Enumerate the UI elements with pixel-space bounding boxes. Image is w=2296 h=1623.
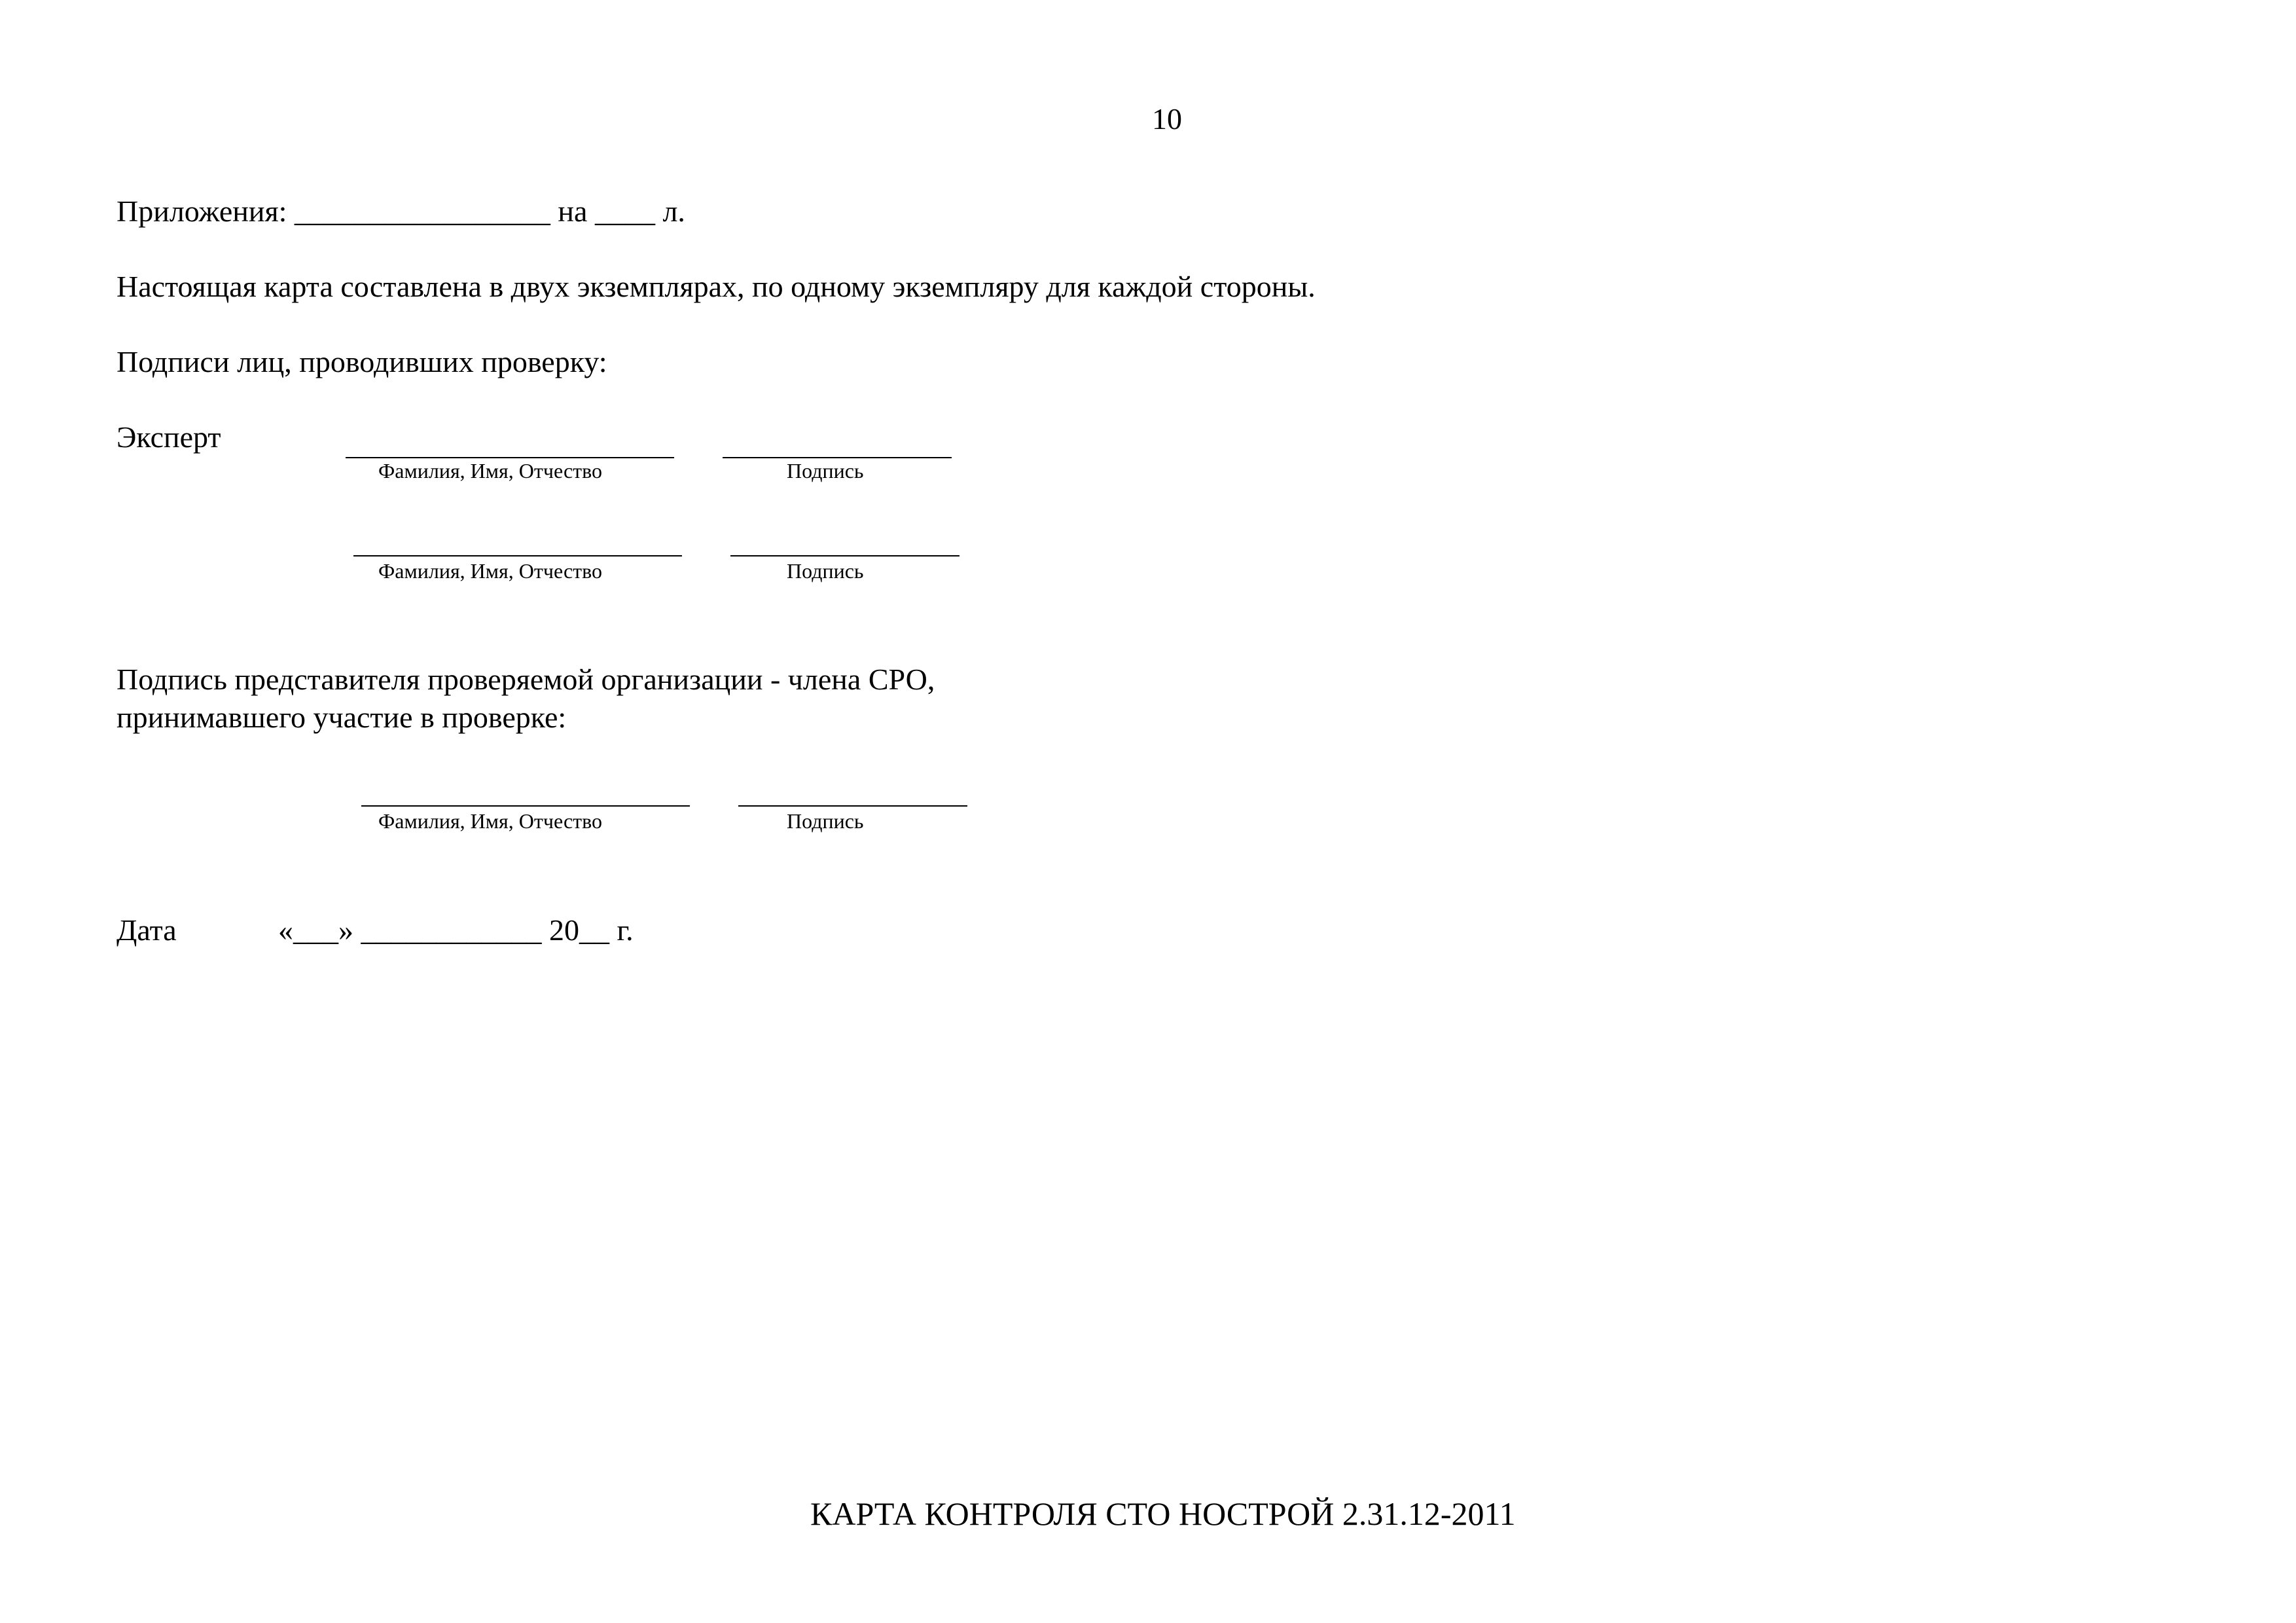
expert-signature-line-1	[723, 457, 952, 458]
expert-label: Эксперт	[117, 420, 221, 454]
date-label: Дата	[117, 913, 177, 947]
attachments-sheets-blank: ____	[594, 194, 655, 228]
expert-name-caption-2: Фамилия, Имя, Отчество	[378, 559, 603, 583]
representative-signature-caption: Подпись	[787, 809, 864, 833]
inspectors-heading: Подписи лиц, проводивших проверку:	[117, 345, 607, 378]
representative-line-2: принимавшего участие в проверке:	[117, 701, 567, 734]
representative-name-caption: Фамилия, Имя, Отчество	[378, 809, 603, 833]
copies-statement: Настоящая карта составлена в двух экземплярах, по одному экземпляру для каждой стороны.	[117, 270, 1316, 303]
representative-signature-line	[738, 805, 967, 807]
expert-signature-caption-1: Подпись	[787, 459, 864, 483]
expert-name-line-1	[346, 457, 674, 458]
expert-name-line-2	[353, 555, 682, 556]
expert-signature-line-2	[730, 555, 960, 556]
attachments-label: Приложения:	[117, 194, 287, 228]
attachments-suffix: л.	[662, 194, 685, 228]
date-value: «___» ____________ 20__ г.	[278, 913, 634, 947]
page-number: 10	[1152, 102, 1182, 136]
representative-line-1: Подпись представителя проверяемой организации - члена СРО,	[117, 663, 935, 696]
representative-name-line	[361, 805, 690, 807]
expert-signature-caption-2: Подпись	[787, 559, 864, 583]
attachments-line	[117, 196, 685, 227]
attachments-blank: _________________	[294, 194, 550, 228]
attachments-on: на	[558, 194, 588, 228]
expert-name-caption-1: Фамилия, Имя, Отчество	[378, 459, 603, 483]
document-footer: КАРТА КОНТРОЛЯ СТО НОСТРОЙ 2.31.12-2011	[810, 1495, 1516, 1532]
